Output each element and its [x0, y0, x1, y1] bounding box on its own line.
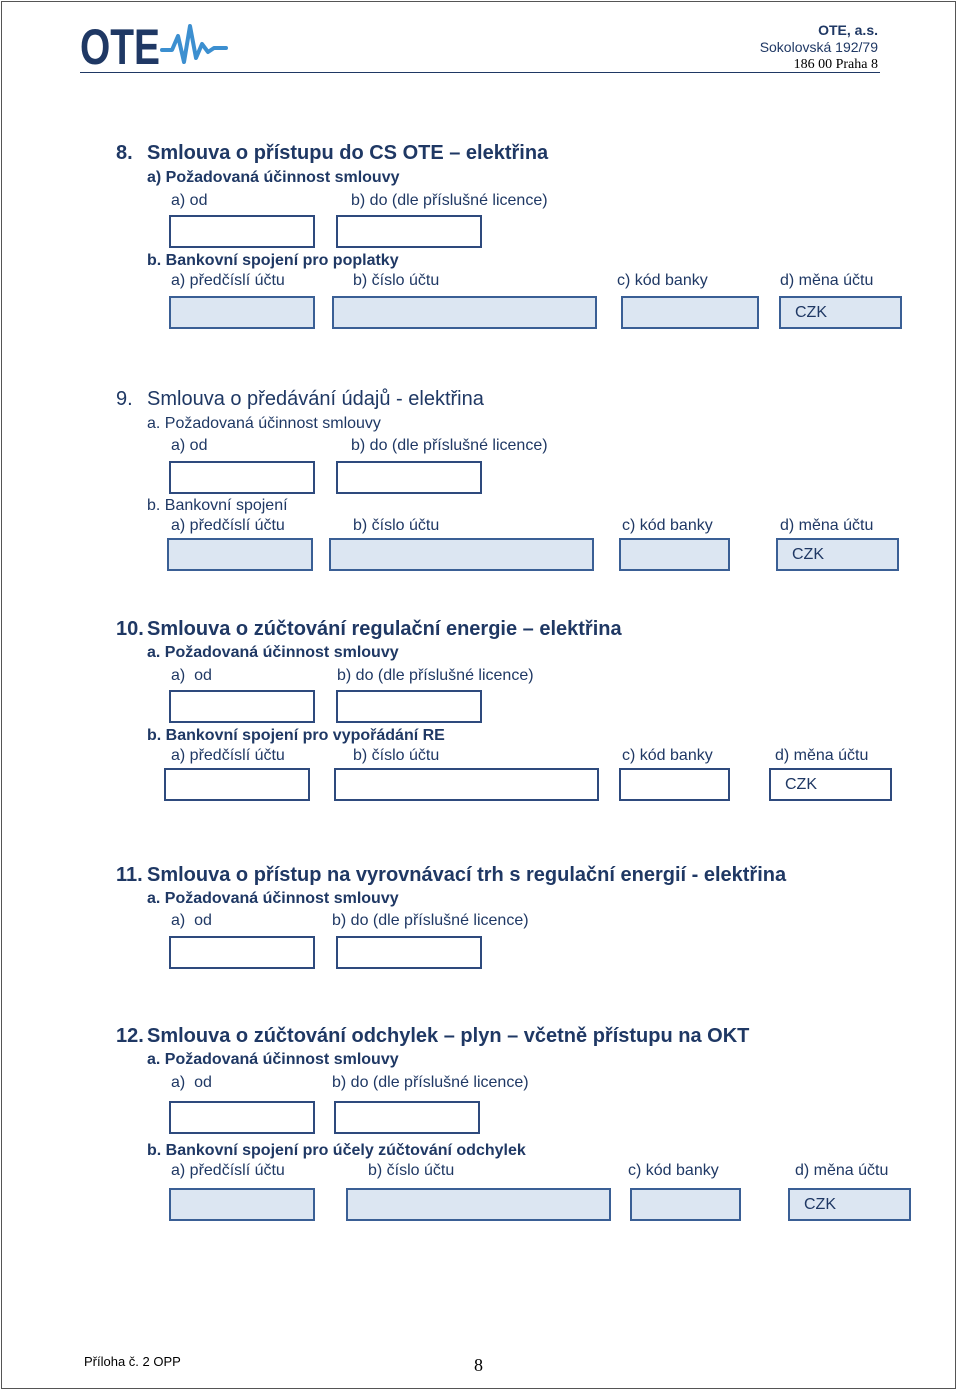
currency-value: CZK: [795, 304, 827, 321]
validity-from-label: a) od: [171, 667, 212, 684]
logo-text: OTE: [80, 19, 160, 70]
company-address: [760, 22, 878, 74]
prefix-field[interactable]: [169, 296, 315, 329]
section-title: Smlouva o zúčtování regulační energie – elektřina: [147, 618, 622, 640]
section-number: 12.: [116, 1025, 144, 1047]
prefix-label: a) předčíslí účtu: [171, 272, 285, 289]
bank-heading: b. Bankovní spojení: [147, 497, 288, 514]
prefix-field[interactable]: [167, 538, 313, 571]
section-number: 10.: [116, 618, 144, 640]
section-number: 8.: [116, 142, 133, 164]
validity-to-field[interactable]: [334, 1101, 480, 1134]
bank-code-label: c) kód banky: [622, 747, 713, 764]
validity-to-label: b) do (dle příslušné licence): [351, 192, 548, 209]
currency-field[interactable]: [769, 768, 892, 801]
validity-from-label: a) od: [171, 1074, 212, 1091]
bank-code-label: c) kód banky: [628, 1162, 719, 1179]
account-label: b) číslo účtu: [353, 517, 440, 534]
ote-logo: [80, 18, 230, 70]
bank-code-field[interactable]: [619, 768, 730, 801]
page-number: 8: [474, 1355, 483, 1375]
validity-from-label: a) od: [171, 912, 212, 929]
account-field[interactable]: [346, 1188, 611, 1221]
currency-label: d) měna účtu: [795, 1162, 889, 1179]
prefix-field[interactable]: [169, 1188, 315, 1221]
bank-code-field[interactable]: [621, 296, 759, 329]
company-city: 186 00 Praha 8: [793, 57, 878, 72]
prefix-label: a) předčíslí účtu: [171, 1162, 285, 1179]
currency-field[interactable]: [788, 1188, 911, 1221]
account-label: b) číslo účtu: [368, 1162, 455, 1179]
logo-wave-icon: [162, 26, 226, 62]
validity-to-label: b) do (dle příslušné licence): [337, 667, 534, 684]
section-title: Smlouva o zúčtování odchylek – plyn – včetně přístupu na OKT: [147, 1025, 750, 1047]
bank-heading: b. Bankovní spojení pro účely zúčtování odchylek: [147, 1142, 526, 1159]
bank-heading: b. Bankovní spojení pro vypořádání RE: [147, 727, 445, 744]
account-label: b) číslo účtu: [353, 272, 440, 289]
account-label: b) číslo účtu: [353, 747, 440, 764]
bank-heading: b. Bankovní spojení pro poplatky: [147, 252, 399, 269]
bank-code-field[interactable]: [619, 538, 730, 571]
bank-code-label: c) kód banky: [617, 272, 708, 289]
validity-from-field[interactable]: [169, 1101, 315, 1134]
account-field[interactable]: [334, 768, 599, 801]
validity-heading: a. Požadovaná účinnost smlouvy: [147, 890, 399, 907]
currency-label: d) měna účtu: [775, 747, 869, 764]
section-title: Smlouva o předávání údajů - elektřina: [147, 388, 484, 410]
currency-value: CZK: [804, 1196, 836, 1213]
header-divider: [80, 72, 880, 73]
section-number: 9.: [116, 388, 133, 410]
section-title: Smlouva o přístupu do CS OTE – elektřina: [147, 142, 549, 164]
company-name: OTE, a.s.: [818, 22, 878, 38]
validity-from-field[interactable]: [169, 690, 315, 723]
account-field[interactable]: [329, 538, 594, 571]
company-street: Sokolovská 192/79: [759, 39, 878, 55]
section-number: 11.: [116, 864, 143, 886]
validity-to-field[interactable]: [336, 690, 482, 723]
section-title: Smlouva o přístup na vyrovnávací trh s regulační energií - elektřina: [147, 864, 787, 886]
validity-heading: a) Požadovaná účinnost smlouvy: [147, 169, 400, 186]
validity-from-field[interactable]: [169, 936, 315, 969]
footer-attachment: Příloha č. 2 OPP: [84, 1354, 181, 1369]
bank-code-label: c) kód banky: [622, 517, 713, 534]
validity-from-field[interactable]: [169, 461, 315, 494]
currency-value: CZK: [792, 546, 824, 563]
validity-to-field[interactable]: [336, 215, 482, 248]
currency-field[interactable]: [776, 538, 899, 571]
validity-heading: a. Požadovaná účinnost smlouvy: [147, 1051, 399, 1068]
currency-label: d) měna účtu: [780, 272, 874, 289]
validity-heading: a. Požadovaná účinnost smlouvy: [147, 415, 381, 432]
currency-label: d) měna účtu: [780, 517, 874, 534]
validity-to-label: b) do (dle příslušné licence): [351, 437, 548, 454]
account-field[interactable]: [332, 296, 597, 329]
bank-code-field[interactable]: [630, 1188, 741, 1221]
validity-to-field[interactable]: [336, 936, 482, 969]
validity-to-label: b) do (dle příslušné licence): [332, 912, 529, 929]
currency-value: CZK: [785, 776, 817, 793]
validity-to-field[interactable]: [336, 461, 482, 494]
currency-field[interactable]: [779, 296, 902, 329]
validity-from-label: a) od: [171, 192, 208, 209]
validity-heading: a. Požadovaná účinnost smlouvy: [147, 644, 399, 661]
validity-to-label: b) do (dle příslušné licence): [332, 1074, 529, 1091]
prefix-field[interactable]: [164, 768, 310, 801]
validity-from-field[interactable]: [169, 215, 315, 248]
prefix-label: a) předčíslí účtu: [171, 747, 285, 764]
prefix-label: a) předčíslí účtu: [171, 517, 285, 534]
validity-from-label: a) od: [171, 437, 208, 454]
